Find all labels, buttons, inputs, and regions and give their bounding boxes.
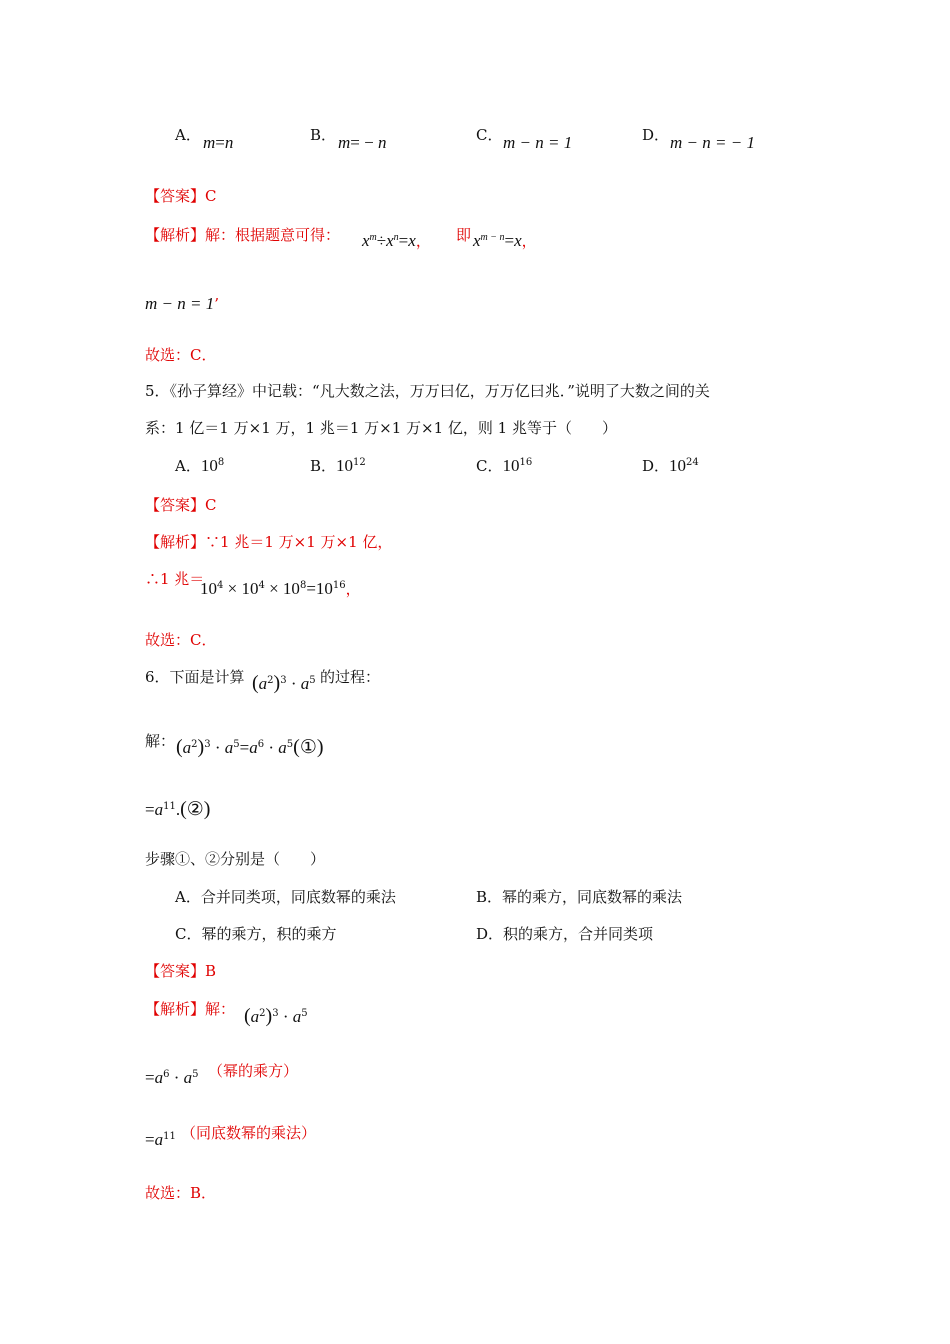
q4-option-d[interactable] bbox=[642, 124, 669, 145]
q4-conclusion: 故选：C． bbox=[145, 346, 217, 364]
q6-solution-step2: $=a^{11}.(②)$ bbox=[145, 798, 211, 820]
q4-option-b-expr: m= − n bbox=[338, 133, 387, 152]
q5-question-line2: 系：1 亿＝1 万×1 万，1 兆＝1 万×1 万×1 亿，则 1 兆等于（ ） bbox=[145, 419, 617, 437]
q6-option-b[interactable]: B．幂的乘方，同底数幂的乘法 bbox=[476, 888, 683, 906]
q5-option-c[interactable]: C．$10^{16}$ bbox=[476, 456, 533, 475]
analysis-text: 解：根据题意可得： bbox=[205, 226, 341, 244]
q4-analysis bbox=[145, 224, 340, 245]
q6-conclusion: 故选：B． bbox=[145, 1184, 217, 1202]
q4-step2: m − n = 1’ bbox=[145, 294, 220, 313]
option-letter: D． bbox=[642, 126, 670, 144]
q6-option-a[interactable]: A．合并同类项，同底数幂的乘法 bbox=[175, 888, 396, 906]
q6-solution-label: 解： bbox=[145, 732, 176, 750]
q6-question-expr: $(a^2)^3 \cdot a^5$ bbox=[252, 672, 316, 694]
answer-label: 【答案】 bbox=[145, 187, 206, 205]
q5-question-line1: 5．《孙子算经》中记载：“凡大数之法，万万曰亿，万万亿曰兆．”说明了大数之间的关 bbox=[145, 382, 710, 400]
q6-note2: （同底数幂的乘法） bbox=[181, 1124, 317, 1142]
q6-question2: 步骤①、②分别是（ ） bbox=[145, 850, 326, 868]
q4-option-c[interactable] bbox=[476, 124, 502, 145]
q5-option-d[interactable]: D．$10^{24}$ bbox=[642, 456, 699, 475]
option-letter: C． bbox=[476, 126, 503, 144]
q6-analysis-step1: $=a^6 \cdot a^5$ bbox=[145, 1068, 199, 1087]
q6-question-prefix: 6．下面是计算 bbox=[145, 668, 245, 686]
q6-analysis: 【解析】解： bbox=[145, 1000, 236, 1018]
q4-option-a-expr: m=n bbox=[203, 133, 234, 152]
q5-option-b[interactable]: B．$10^{12}$ bbox=[310, 456, 366, 475]
q4-option-b[interactable] bbox=[310, 124, 336, 145]
q5-conclusion: 故选：C． bbox=[145, 631, 217, 649]
q5-therefore: ∴1 兆＝ bbox=[145, 570, 205, 588]
option-letter: B． bbox=[310, 126, 337, 144]
q5-formula: $10^4 \times 10^4 \times 10^8=10^{16}$， bbox=[200, 579, 361, 598]
q4-option-a[interactable] bbox=[175, 124, 201, 145]
q6-option-c[interactable]: C．幂的乘方，积的乘方 bbox=[175, 925, 337, 943]
option-letter: A． bbox=[175, 126, 201, 144]
answer-value: C bbox=[205, 187, 217, 205]
q5-answer: 【答案】C bbox=[145, 496, 217, 514]
q4-option-d-expr: m − n = − 1 bbox=[670, 133, 755, 152]
q6-analysis-expr: $(a^2)^3 \cdot a^5$ bbox=[244, 1005, 308, 1027]
q4-analysis-formula-1: $x^m\div x^n=x$， bbox=[362, 231, 431, 250]
q4-analysis-mid: 即 bbox=[456, 226, 472, 244]
circle-1: ① bbox=[299, 736, 317, 758]
q5-analysis: 【解析】∵1 兆＝1 万×1 万×1 亿， bbox=[145, 533, 393, 551]
q6-solution-step1: $(a^2)^3 \cdot a^5=a^6$ · $a^5(①)$ bbox=[176, 736, 324, 758]
q6-analysis-step2: $=a^{11}$ bbox=[145, 1130, 176, 1149]
q4-answer bbox=[145, 185, 217, 206]
q4-analysis-formula-2: $x^{m - n}=x$， bbox=[473, 231, 537, 250]
q4-option-c-expr: m − n = 1 bbox=[503, 133, 573, 152]
circle-2: ② bbox=[186, 798, 204, 820]
q6-question-suffix: 的过程： bbox=[320, 668, 381, 686]
analysis-label: 【解析】 bbox=[145, 226, 206, 244]
q6-answer: 【答案】B bbox=[145, 962, 217, 980]
q5-option-a[interactable]: A．$10^8$ bbox=[175, 456, 225, 475]
q6-note1: （幂的乘方） bbox=[208, 1062, 299, 1080]
q6-option-d[interactable]: D．积的乘方，合并同类项 bbox=[476, 925, 654, 943]
